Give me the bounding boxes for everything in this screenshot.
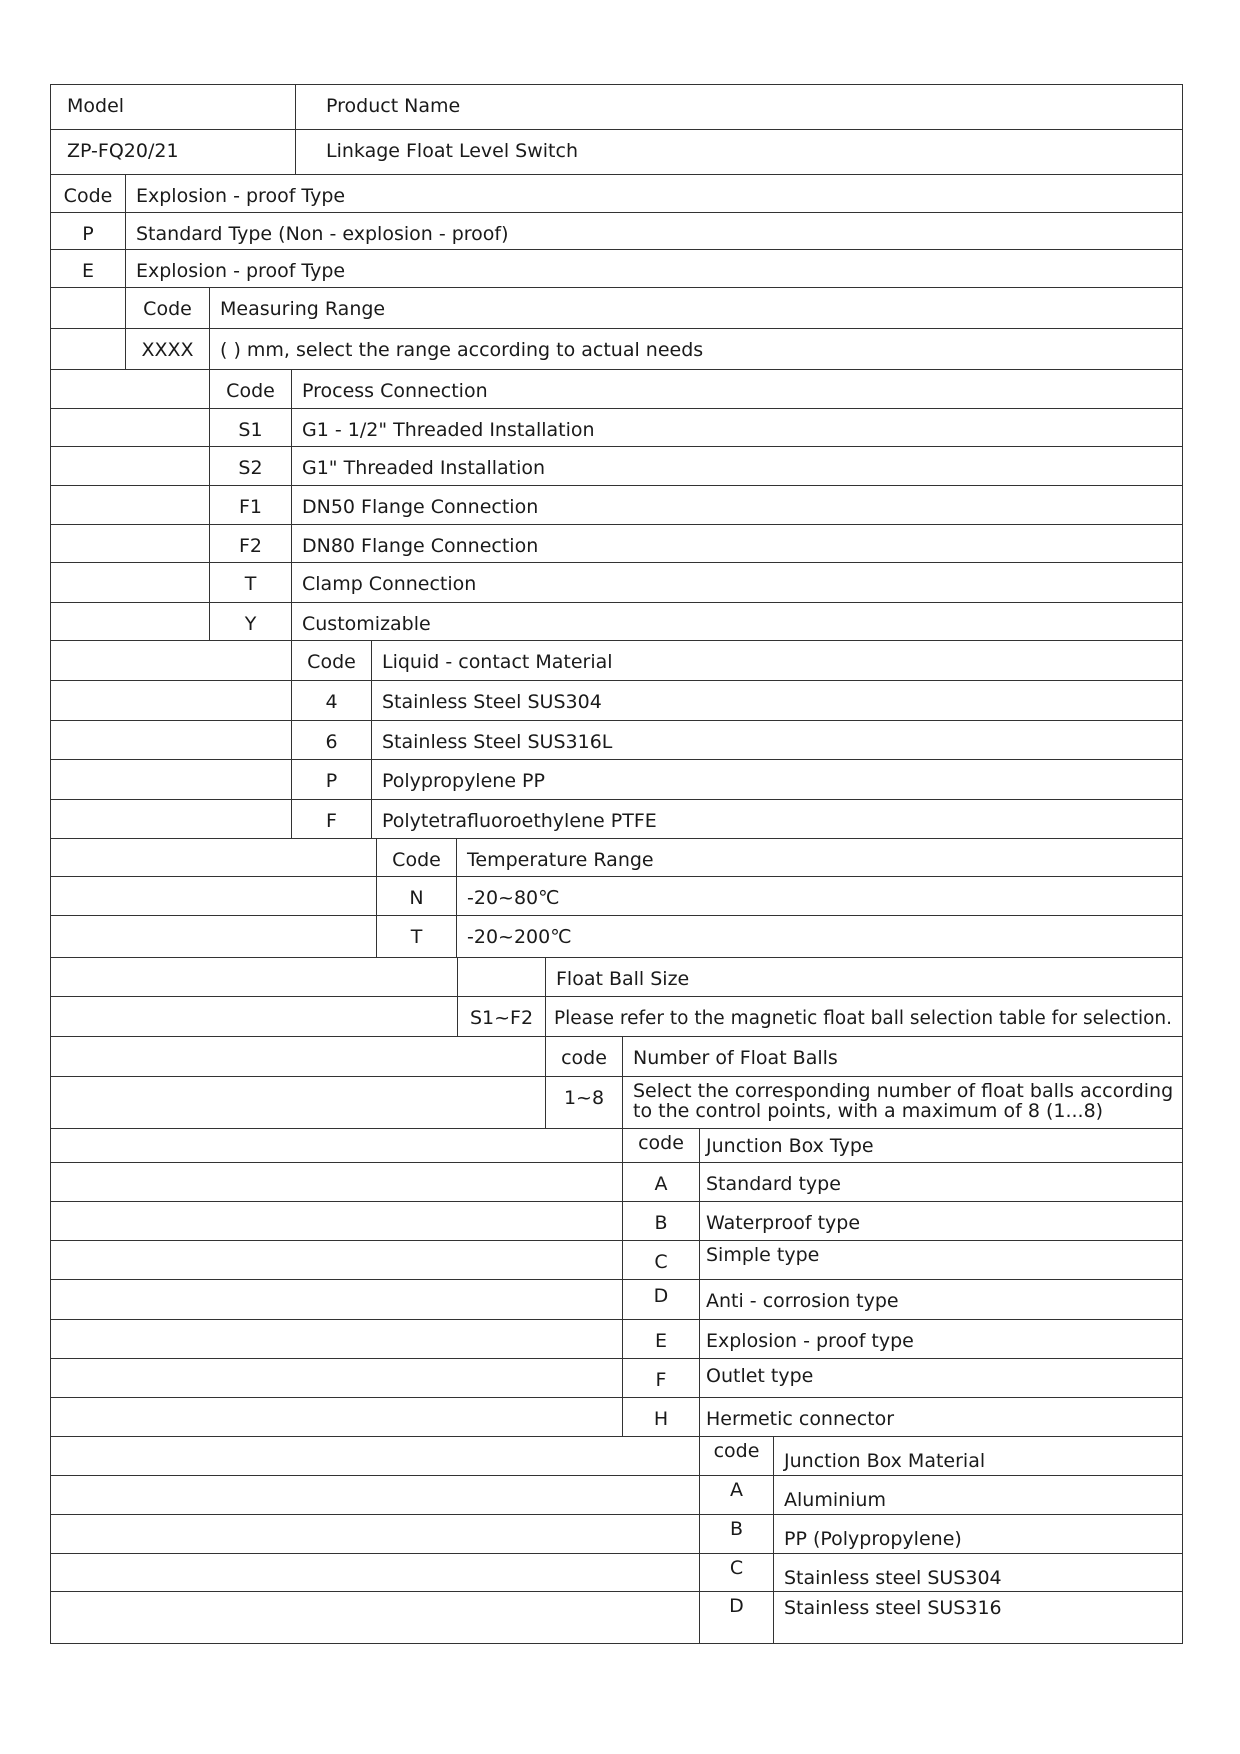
connection-header-row — [51, 370, 1182, 409]
box-type-row — [51, 1202, 1182, 1241]
range-title: Measuring Range — [209, 288, 1182, 328]
box-type-code: H — [622, 1398, 699, 1436]
material-row — [51, 681, 1182, 721]
box-material-row — [51, 1515, 1182, 1554]
range-header-row — [51, 288, 1182, 329]
box-type-row — [51, 1280, 1182, 1320]
temperature-code: T — [376, 916, 456, 957]
ball-count-code: 1~8 — [545, 1077, 622, 1128]
material-code: F — [291, 800, 371, 838]
product-name-value: Linkage Float Level Switch — [326, 140, 578, 162]
box-type-row — [51, 1241, 1182, 1280]
box-type-code: E — [622, 1320, 699, 1358]
temperature-desc: -20~80℃ — [456, 877, 1182, 915]
box-type-desc: Outlet type — [699, 1359, 1182, 1397]
material-header-row — [51, 641, 1182, 681]
material-desc: Polypropylene PP — [371, 760, 1182, 799]
temperature-code-header: Code — [376, 839, 456, 876]
connection-desc: G1" Threaded Installation — [291, 447, 1182, 485]
header-row — [51, 85, 1182, 130]
connection-code: F1 — [209, 486, 291, 524]
connection-row — [51, 486, 1182, 525]
range-row — [51, 329, 1182, 370]
model-value-cell — [57, 130, 299, 174]
box-type-desc: Anti - corrosion type — [699, 1280, 1182, 1319]
ball-count-code-header: code — [545, 1037, 622, 1076]
connection-row — [51, 603, 1182, 641]
box-type-title: Junction Box Type — [699, 1129, 1182, 1162]
material-row — [51, 721, 1182, 760]
connection-desc: G1 - 1/2" Threaded Installation — [291, 409, 1182, 446]
connection-row — [51, 409, 1182, 447]
box-material-desc: Aluminium — [773, 1476, 1182, 1514]
explosion-code: P — [82, 223, 94, 245]
ball-size-title: Float Ball Size — [545, 958, 1182, 996]
connection-code-header: Code — [209, 370, 291, 408]
selection-table — [50, 84, 1183, 1644]
box-material-row — [51, 1592, 1182, 1643]
box-type-header-row — [51, 1129, 1182, 1163]
box-type-desc: Explosion - proof type — [699, 1320, 1182, 1358]
box-type-row — [51, 1398, 1182, 1437]
box-material-desc: Stainless steel SUS304 — [773, 1554, 1182, 1591]
box-type-desc: Simple type — [699, 1241, 1182, 1279]
ball-count-title: Number of Float Balls — [622, 1037, 1182, 1076]
temperature-row — [51, 877, 1182, 916]
range-code: XXXX — [125, 329, 209, 369]
model-value-row — [51, 130, 1182, 175]
connection-row — [51, 563, 1182, 603]
material-code-header: Code — [291, 641, 371, 680]
box-material-code: C — [699, 1554, 773, 1591]
explosion-code-header: Code — [63, 185, 113, 207]
box-type-desc: Hermetic connector — [699, 1398, 1182, 1436]
ball-size-row — [51, 997, 1182, 1037]
connection-code: F2 — [209, 525, 291, 562]
product-name-label: Product Name — [326, 95, 461, 117]
material-row — [51, 760, 1182, 800]
material-desc: Stainless Steel SUS304 — [371, 681, 1182, 720]
ball-size-code-header — [457, 958, 545, 996]
ball-size-desc: Please refer to the magnetic float ball selection table for selection. — [545, 997, 1182, 1036]
box-material-desc: Stainless steel SUS316 — [773, 1592, 1182, 1643]
box-material-desc: PP (Polypropylene) — [773, 1515, 1182, 1553]
material-desc: Stainless Steel SUS316L — [371, 721, 1182, 759]
box-type-code-header: code — [622, 1129, 699, 1162]
box-material-code: A — [699, 1476, 773, 1514]
product-name-value-cell — [295, 130, 1182, 174]
box-material-code-header: code — [699, 1437, 773, 1475]
explosion-row — [51, 250, 1182, 288]
box-material-row — [51, 1554, 1182, 1592]
box-type-desc: Waterproof type — [699, 1202, 1182, 1240]
material-desc: Polytetrafluoroethylene PTFE — [371, 800, 1182, 838]
box-material-row — [51, 1476, 1182, 1515]
box-type-code: B — [622, 1202, 699, 1240]
box-type-row — [51, 1320, 1182, 1359]
box-material-header-row — [51, 1437, 1182, 1476]
ball-size-code: S1~F2 — [457, 997, 545, 1036]
ball-size-header-row — [51, 958, 1182, 997]
box-type-row — [51, 1163, 1182, 1202]
explosion-code: E — [81, 260, 94, 282]
connection-desc: Clamp Connection — [291, 563, 1182, 602]
range-desc: ( ) mm, select the range according to actual needs — [209, 329, 1182, 369]
box-type-code: C — [622, 1241, 699, 1279]
box-type-code: D — [622, 1280, 699, 1319]
ball-count-row — [51, 1077, 1182, 1129]
temperature-header-row — [51, 839, 1182, 877]
material-row — [51, 800, 1182, 839]
temperature-desc: -20~200℃ — [456, 916, 1182, 957]
connection-row — [51, 447, 1182, 486]
connection-desc: Customizable — [291, 603, 1182, 640]
model-value: ZP-FQ20/21 — [67, 140, 179, 162]
material-code: 4 — [291, 681, 371, 720]
box-type-code: A — [622, 1163, 699, 1201]
connection-code: Y — [209, 603, 291, 640]
explosion-row — [51, 213, 1182, 250]
temperature-row — [51, 916, 1182, 958]
connection-code: S1 — [209, 409, 291, 446]
box-material-title: Junction Box Material — [773, 1437, 1182, 1475]
temperature-title: Temperature Range — [456, 839, 1182, 876]
material-code: 6 — [291, 721, 371, 759]
range-code-header: Code — [125, 288, 209, 328]
connection-desc: DN50 Flange Connection — [291, 486, 1182, 524]
material-code: P — [291, 760, 371, 799]
connection-code: S2 — [209, 447, 291, 485]
box-type-code: F — [622, 1359, 699, 1397]
ball-count-desc: Select the corresponding number of float balls according to the control points, with a maximum of 8 (1...8) — [622, 1077, 1182, 1128]
explosion-header-row — [51, 175, 1182, 213]
box-type-desc: Standard type — [699, 1163, 1182, 1201]
ball-count-header-row — [51, 1037, 1182, 1077]
box-material-code: D — [699, 1592, 773, 1643]
connection-title: Process Connection — [291, 370, 1182, 408]
explosion-title: Explosion - proof Type — [125, 175, 1182, 212]
model-label: Model — [67, 95, 125, 117]
material-title: Liquid - contact Material — [371, 641, 1182, 680]
explosion-desc: Standard Type (Non - explosion - proof) — [125, 213, 1182, 249]
product-name-label-cell — [295, 85, 1182, 129]
connection-desc: DN80 Flange Connection — [291, 525, 1182, 562]
model-label-cell — [57, 85, 299, 129]
explosion-desc: Explosion - proof Type — [125, 250, 1182, 287]
connection-row — [51, 525, 1182, 563]
connection-code: T — [209, 563, 291, 602]
temperature-code: N — [376, 877, 456, 915]
box-type-row — [51, 1359, 1182, 1398]
box-material-code: B — [699, 1515, 773, 1553]
